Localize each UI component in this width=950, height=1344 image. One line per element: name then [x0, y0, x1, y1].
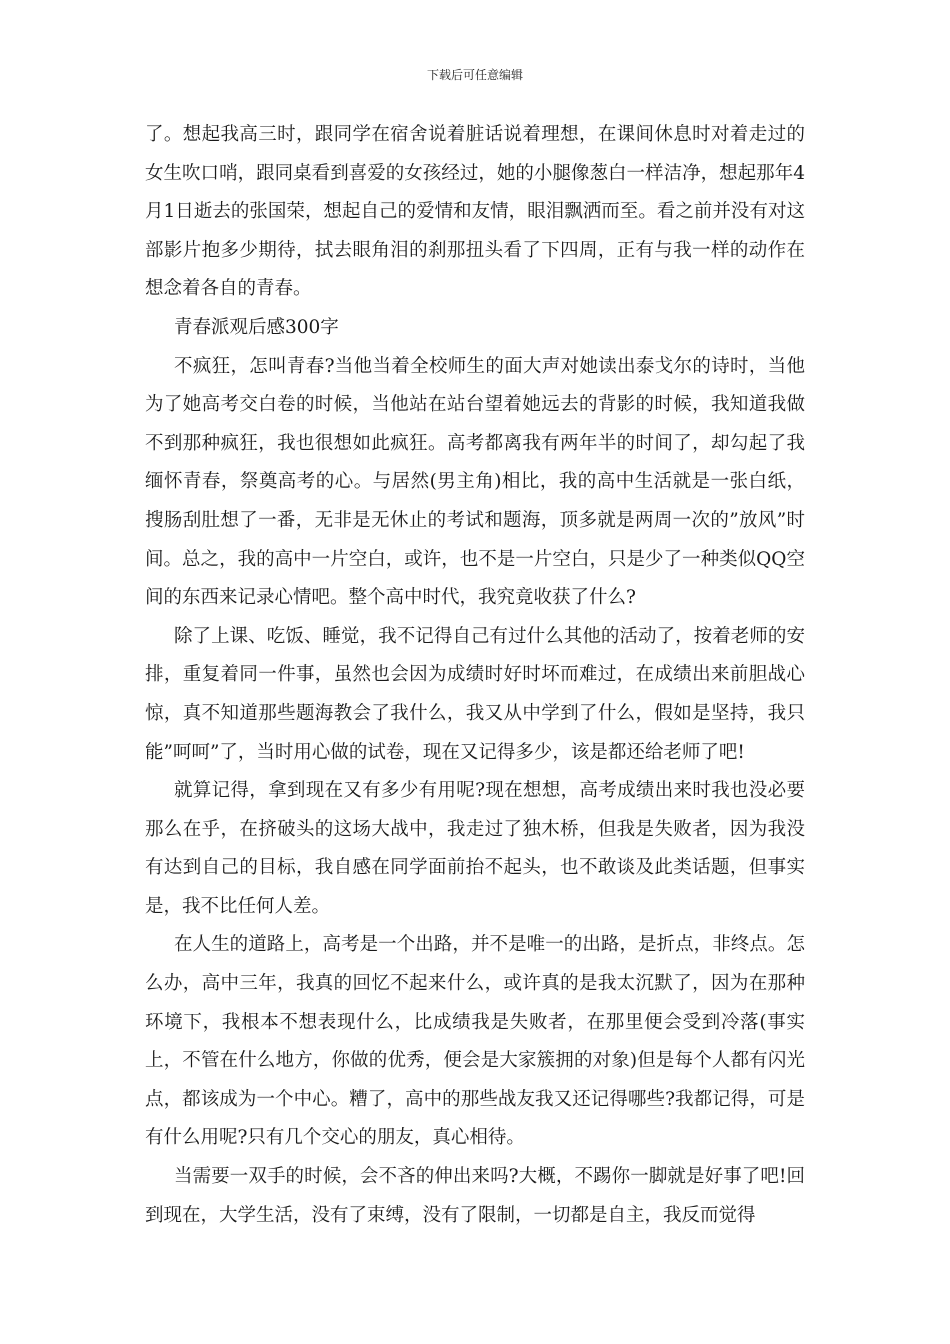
paragraph: 当需要一双手的时候，会不吝的伸出来吗?大概，不踢你一脚就是好事了吧!回到现在，大学生活，没有了束缚，没有了限制，一切都是自主，我反而觉得: [145, 1166, 805, 1226]
paragraph-continuation: 了。想起我高三时，跟同学在宿舍说着脏话说着理想，在课间休息时对着走过的女生吹口哨，跟同桌看到喜爱的女孩经过，她的小腿像葱白一样洁净，想起那年4月1日逝去的张国荣，想起自己的爱情和友情，眼泪飘洒而至。看之前并没有对这部影片抱多少期待，拭去眼角泪的刹那扭头看了下四周，正有与我一样的动作在想念着各自的青春。: [145, 124, 805, 300]
page-header: 下载后可任意编辑: [426, 68, 523, 82]
paragraph: 除了上课、吃饭、睡觉，我不记得自己有过什么其他的活动了，按着老师的安排，重复着同一件事，虽然也会因为成绩时好时坏而难过，在成绩出来前胆战心惊，真不知道那些题海教会了我什么，我又从中学到了什么，假如是坚持，我只能”呵呵”了，当时用心做的试卷，现在又记得多少，该是都还给老师了吧!: [145, 625, 805, 763]
paragraph: 就算记得，拿到现在又有多少有用呢?现在想想，高考成绩出来时我也没必要那么在乎，在挤破头的这场大战中，我走过了独木桥，但我是失败者，因为我没有达到自己的目标，我自感在同学面前抬不起头，也不敢谈及此类话题，但事实是，我不比任何人差。: [145, 780, 805, 917]
paragraph: 不疯狂，怎叫青春?当他当着全校师生的面大声对她读出泰戈尔的诗时，当他为了她高考交白卷的时候，当他站在站台望着她远去的背影的时候，我知道我做不到那种疯狂，我也很想如此疯狂。高考都离我有两年半的时间了，却勾起了我缅怀青春，祭奠高考的心。与居然(男主角)相比，我的高中生活就是一张白纸，搜肠刮肚想了一番，无非是无休止的考试和题海，顶多就是两周一次的”放风”时间。总之，我的高中一片空白，或许，也不是一片空白，只是少了一种类似QQ空间的东西来记录心情吧。整个高中时代，我究竟收获了什么?: [145, 355, 805, 609]
paragraph: 在人生的道路上，高考是一个出路，并不是唯一的出路，是折点，非终点。怎么办，高中三年，我真的回忆不起来什么，或许真的是我太沉默了，因为在那种环境下，我根本不想表现什么，比成绩我是失败者，在那里便会受到冷落(事实上，不管在什么地方，你做的优秀，便会是大家簇拥的对象)但是每个人都有闪光点，都该成为一个中心。糟了，高中的那些战友我又还记得哪些?我都记得，可是有什么用呢?只有几个交心的朋友，真心相待。: [145, 934, 805, 1149]
section-heading: 青春派观后感300字: [174, 316, 339, 338]
document-body: [145, 116, 805, 1235]
